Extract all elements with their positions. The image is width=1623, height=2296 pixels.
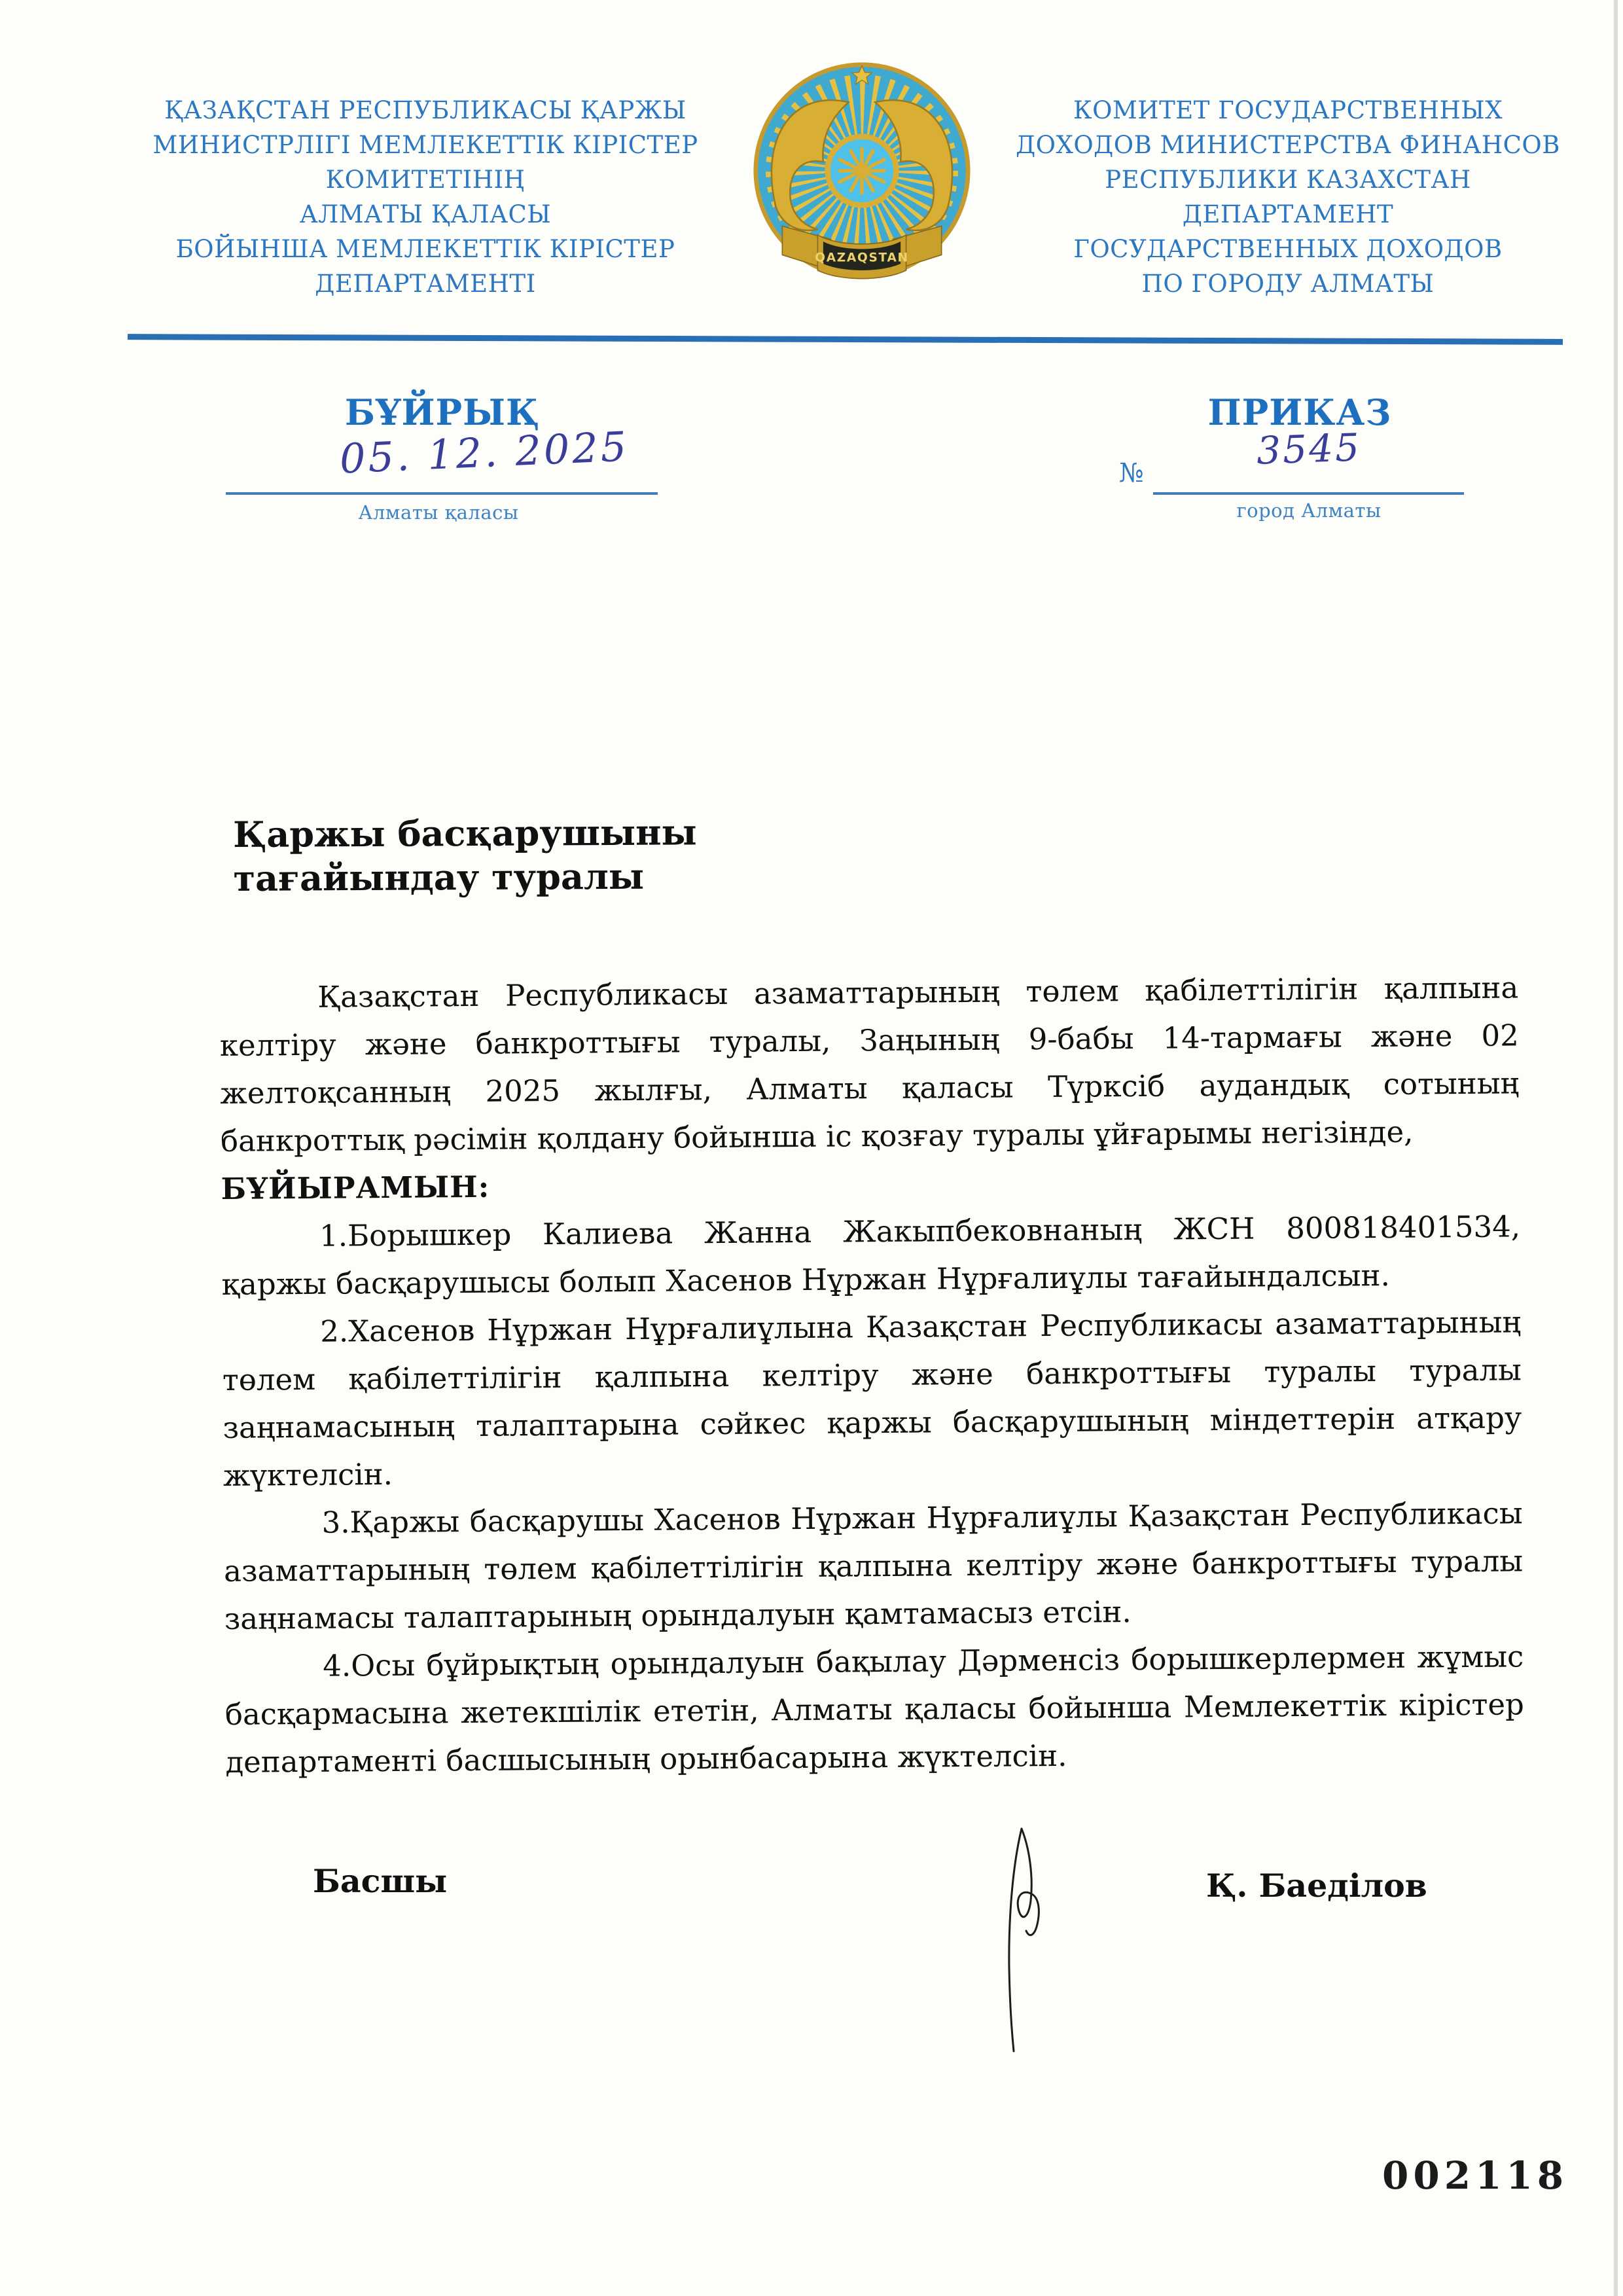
org-line: КОМИТЕТІНІҢ [325, 166, 526, 194]
org-line: ПО ГОРОДУ АЛМАТЫ [1141, 270, 1435, 298]
org-line: РЕСПУБЛИКИ КАЗАХСТАН [1105, 166, 1471, 194]
org-line: ҚАЗАҚСТАН РЕСПУБЛИКАСЫ ҚАРЖЫ [164, 96, 687, 124]
org-line: ДЕПАРТАМЕНТІ [315, 270, 536, 298]
org-line: ДЕПАРТАМЕНТ [1182, 200, 1394, 228]
org-line: МИНИСТРЛІГІ МЕМЛЕКЕТТІК КІРІСТЕР [152, 131, 698, 159]
number-underline [1153, 492, 1464, 495]
order-item-2: 2.Хасенов Нұржан Нұрғалиұлына Қазақстан Республикасы азаматтарының төлем қабілеттілігін қалпына келтіру және банкроттығы туралы туралы заңнамасының талаптарына сәйкес қаржы басқарушының міндеттерін атқару жүктелсін. [222, 1304, 1522, 1493]
signer-name: Қ. Баеділов [1206, 1867, 1427, 1905]
preamble-paragraph: Қазақстан Республикасы азаматтарының төлем қабілеттілігін қалпына келтіру және банкроттығы туралы, Заңының 9-бабы 14-тармағы және 02 желтоқсанның 2025 жылғы, Алматы қаласы Түрксіб аудандық сотының банкроттық рәсімін қолдану бойынша іс қозғау туралы ұйғарымы негізінде, [219, 970, 1520, 1158]
place-label-russian: город Алматы [1236, 499, 1382, 522]
org-name-kazakh [134, 93, 717, 301]
order-item-4: 4.Осы бұйрықтың орындалуын бақылау Дәрменсіз борышкерлермен жұмыс басқармасына жетекшілік ететін, Алматы қаласы бойынша Мемлекеттік кірістер департаменті басшысының орынбасарына жүктелсін. [224, 1639, 1525, 1780]
document-title-line: тағайындау туралы [233, 855, 645, 899]
document-title-line: Қаржы басқарушыны [233, 811, 697, 855]
org-name-russian [1013, 93, 1563, 301]
document-title [233, 810, 823, 901]
org-line: ГОСУДАРСТВЕННЫХ ДОХОДОВ [1073, 235, 1503, 263]
letterhead-divider [128, 334, 1563, 345]
scan-edge-artifact [1614, 0, 1618, 2296]
place-label-kazakh: Алматы қаласы [358, 501, 519, 524]
handwritten-signature [978, 1821, 1090, 2059]
number-sign: № [1119, 458, 1144, 488]
signer-position-label: Басшы [313, 1862, 448, 1900]
emblem-banner-text: QAZAQSTAN [815, 251, 909, 265]
org-line: БОЙЫНША МЕМЛЕКЕТТІК КІРІСТЕР [175, 235, 675, 263]
handwritten-date: 05. 12. 2025 [338, 422, 630, 483]
form-number-stamp: 002118 [1382, 2153, 1569, 2198]
order-item-1: 1.Борышкер Калиева Жанна Жакыпбековнаның ЖСН 800818401534, қаржы басқарушысы болып Хасенов Нұржан Нұрғалиұлы тағайындалсын. [221, 1209, 1521, 1302]
order-body [219, 963, 1525, 1786]
order-label-kazakh: БҰЙРЫҚ [344, 391, 541, 433]
order-label-russian: ПРИКАЗ [1207, 391, 1392, 433]
date-underline [226, 492, 658, 495]
resolve-word: БҰЙЫРАМЫН: [221, 1169, 490, 1206]
org-line: АЛМАТЫ ҚАЛАСЫ [299, 200, 552, 228]
kazakhstan-coat-of-arms-icon [751, 60, 972, 288]
order-item-3: 3.Қаржы басқарушы Хасенов Нұржан Нұрғалиұлы Қазақстан Республикасы азаматтарының төлем қабілеттілігін қалпына келтіру және банкроттығы туралы заңнамасы талаптарының орындалуын қамтамасыз етсін. [223, 1496, 1524, 1636]
org-line: ДОХОДОВ МИНИСТЕРСТВА ФИНАНСОВ [1016, 131, 1560, 159]
handwritten-order-number: 3545 [1256, 425, 1362, 473]
org-line: КОМИТЕТ ГОСУДАРСТВЕННЫХ [1073, 96, 1503, 124]
